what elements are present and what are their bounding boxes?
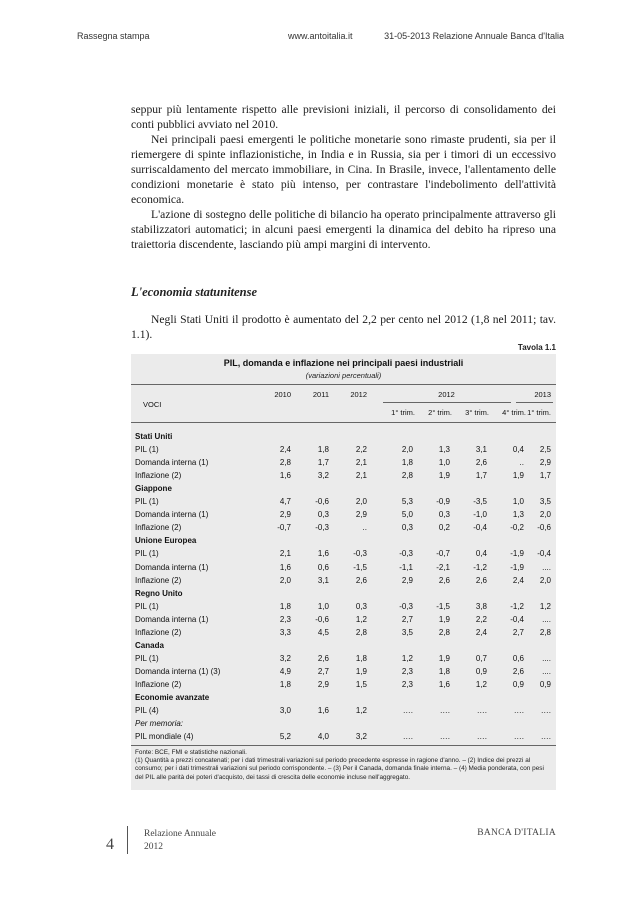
table-cell: 2,8 bbox=[355, 627, 367, 637]
table-row bbox=[131, 471, 556, 484]
table-cell: -0,3 bbox=[353, 549, 367, 559]
row-label: Inflazione (2) bbox=[135, 627, 182, 637]
table-cell: 2,4 bbox=[475, 627, 487, 637]
row-label: PIL (1) bbox=[135, 653, 159, 663]
header-voci: VOCI bbox=[143, 400, 162, 409]
table-cell: 4,7 bbox=[279, 497, 291, 507]
row-label: Inflazione (2) bbox=[135, 679, 182, 689]
table-cell: 2,0 bbox=[539, 510, 551, 520]
body-text-section bbox=[131, 312, 556, 342]
table-cell: 0,3 bbox=[317, 510, 329, 520]
row-group-label: Canada bbox=[135, 640, 164, 650]
header-rule-2013 bbox=[516, 402, 553, 403]
table-row bbox=[131, 680, 556, 693]
table-cell: .... bbox=[542, 666, 551, 676]
table-cell: 2,1 bbox=[279, 549, 291, 559]
table-cell: 1,9 bbox=[512, 471, 524, 481]
row-label: Domanda interna (1) bbox=[135, 510, 209, 520]
table-cell: 0,2 bbox=[438, 523, 450, 533]
table-cell: 2,6 bbox=[317, 653, 329, 663]
header-center: www.antoitalia.it bbox=[288, 31, 353, 41]
table-cell: 1,7 bbox=[317, 458, 329, 468]
table-cell: …. bbox=[402, 732, 413, 742]
table-cell: 5,0 bbox=[401, 510, 413, 520]
header-quarter-3: 3° trim. bbox=[465, 408, 489, 417]
table-cell: -1,9 bbox=[510, 549, 524, 559]
table-cell: 1,2 bbox=[355, 614, 367, 624]
table-row bbox=[131, 628, 556, 641]
table-row bbox=[131, 497, 556, 510]
table-cell: 0,3 bbox=[438, 510, 450, 520]
table-cell: …. bbox=[540, 706, 551, 716]
table-cell: 2,6 bbox=[475, 458, 487, 468]
paragraph-4: Negli Stati Uniti il prodotto è aumentato del 2,2 per cento nel 2012 (1,8 nel 2011; tav. 1.1). bbox=[131, 313, 556, 341]
header-rule-2012 bbox=[383, 402, 511, 403]
table-cell: 4,5 bbox=[317, 627, 329, 637]
table-cell: 2,9 bbox=[355, 510, 367, 520]
table-cell: 2,9 bbox=[401, 575, 413, 585]
table-cell: 1,8 bbox=[355, 653, 367, 663]
table-cell: 4,0 bbox=[317, 732, 329, 742]
table-cell: …. bbox=[476, 706, 487, 716]
table-cell: 1,9 bbox=[438, 653, 450, 663]
table-row bbox=[131, 654, 556, 667]
table-cell: 1,9 bbox=[438, 471, 450, 481]
table-cell: 2,3 bbox=[401, 679, 413, 689]
table-cell: 2,1 bbox=[355, 471, 367, 481]
table-cell: -0,3 bbox=[399, 549, 413, 559]
row-label: PIL mondiale (4) bbox=[135, 732, 194, 742]
table-cell: 3,2 bbox=[279, 653, 291, 663]
table-row bbox=[131, 615, 556, 628]
header-quarter-2013-1: 1° trim. bbox=[527, 408, 551, 417]
table-row bbox=[131, 641, 556, 654]
table-cell: -1,9 bbox=[510, 562, 524, 572]
table-cell: -0,4 bbox=[537, 549, 551, 559]
row-label: PIL (1) bbox=[135, 445, 159, 455]
table-cell: 2,9 bbox=[539, 458, 551, 468]
table-row bbox=[131, 667, 556, 680]
header-quarter-1: 1° trim. bbox=[391, 408, 415, 417]
table-cell: 2,6 bbox=[512, 666, 524, 676]
header-year-2011: 2011 bbox=[312, 390, 329, 399]
row-label: PIL (1) bbox=[135, 497, 159, 507]
table-cell: 2,4 bbox=[279, 445, 291, 455]
table-cell: 0,9 bbox=[475, 666, 487, 676]
table-notes bbox=[135, 749, 553, 782]
table-cell: -0,2 bbox=[510, 523, 524, 533]
table-row bbox=[131, 510, 556, 523]
table-cell: .... bbox=[542, 562, 551, 572]
table-row bbox=[131, 589, 556, 602]
table-cell: 1,0 bbox=[317, 601, 329, 611]
table-cell: 3,1 bbox=[317, 575, 329, 585]
table-cell: 2,8 bbox=[279, 458, 291, 468]
table-cell: 1,6 bbox=[438, 679, 450, 689]
header-quarter-2: 2° trim. bbox=[428, 408, 452, 417]
row-label: PIL (4) bbox=[135, 706, 159, 716]
table-cell: -0,4 bbox=[473, 523, 487, 533]
footer-left-line-2: 2012 bbox=[144, 842, 163, 852]
table-cell: 0,6 bbox=[317, 562, 329, 572]
table-cell: 2,1 bbox=[355, 458, 367, 468]
table-row bbox=[131, 445, 556, 458]
table-cell: 1,3 bbox=[512, 510, 524, 520]
table-rule-top bbox=[131, 384, 556, 385]
table-cell: 2,2 bbox=[475, 614, 487, 624]
body-text-top bbox=[131, 102, 556, 252]
table-row bbox=[131, 484, 556, 497]
table-cell: 0,4 bbox=[475, 549, 487, 559]
table-cell: -0,7 bbox=[277, 523, 291, 533]
table-cell: 2,7 bbox=[317, 666, 329, 676]
table-cell: -0,9 bbox=[436, 497, 450, 507]
table-cell: 1,8 bbox=[438, 666, 450, 676]
table-row bbox=[131, 549, 556, 562]
table-cell: 3,2 bbox=[355, 732, 367, 742]
table-cell: 1,8 bbox=[317, 445, 329, 455]
table-cell: 1,7 bbox=[539, 471, 551, 481]
table-cell: 1,0 bbox=[438, 458, 450, 468]
paragraph-1: seppur più lentamente rispetto alle previsioni iniziali, il percorso di consolidamento dei conti pubblici avviato nel 2010. bbox=[131, 103, 556, 131]
header-group-2012: 2012 bbox=[438, 390, 455, 399]
table-cell: -0,3 bbox=[315, 523, 329, 533]
table-row bbox=[131, 602, 556, 615]
row-label: Domanda interna (1) bbox=[135, 458, 209, 468]
table-cell: 1,2 bbox=[539, 601, 551, 611]
table-cell: 5,3 bbox=[401, 497, 413, 507]
table-cell: …. bbox=[439, 706, 450, 716]
table-row bbox=[131, 732, 556, 745]
table-cell: 0,4 bbox=[512, 445, 524, 455]
footer-left bbox=[144, 828, 216, 854]
table-cell: 2,8 bbox=[401, 471, 413, 481]
row-group-label: Unione Europea bbox=[135, 536, 197, 546]
table-cell: 1,6 bbox=[279, 471, 291, 481]
table-cell: 1,6 bbox=[279, 562, 291, 572]
table-cell: 1,7 bbox=[475, 471, 487, 481]
table-cell: 0,3 bbox=[401, 523, 413, 533]
header-group-2013: 2013 bbox=[534, 390, 551, 399]
table-row bbox=[131, 576, 556, 589]
row-label: Domanda interna (1) bbox=[135, 614, 209, 624]
table-cell: -0,6 bbox=[315, 497, 329, 507]
table-cell: 2,0 bbox=[539, 575, 551, 585]
table-cell: …. bbox=[439, 732, 450, 742]
table-cell: …. bbox=[540, 732, 551, 742]
table-cell: 2,6 bbox=[438, 575, 450, 585]
row-label: Domanda interna (1) (3) bbox=[135, 666, 221, 676]
table-cell: -1,2 bbox=[510, 601, 524, 611]
table-cell: 1,2 bbox=[355, 706, 367, 716]
table-cell: -0,6 bbox=[315, 614, 329, 624]
table-cell: 0,9 bbox=[512, 679, 524, 689]
table-title: PIL, domanda e inflazione nei principali paesi industriali bbox=[223, 358, 464, 368]
data-table bbox=[131, 354, 556, 790]
table-cell: 2,0 bbox=[355, 497, 367, 507]
table-rule-header bbox=[131, 422, 556, 423]
table-cell: 3,2 bbox=[317, 471, 329, 481]
table-cell: -1,0 bbox=[473, 510, 487, 520]
table-cell: 2,9 bbox=[279, 510, 291, 520]
table-subtitle: (variazioni percentuali) bbox=[305, 371, 382, 380]
table-cell: 2,6 bbox=[355, 575, 367, 585]
table-row bbox=[131, 719, 556, 732]
table-row bbox=[131, 523, 556, 536]
table-cell: -0,3 bbox=[399, 601, 413, 611]
table-cell: 1,0 bbox=[512, 497, 524, 507]
row-group-label: Stati Uniti bbox=[135, 432, 173, 441]
page-header bbox=[0, 31, 638, 43]
table-cell: 1,6 bbox=[317, 706, 329, 716]
table-cell: 0,7 bbox=[475, 653, 487, 663]
page-number: 4 bbox=[106, 836, 114, 853]
table-cell: -1,5 bbox=[436, 601, 450, 611]
row-label: Per memoria: bbox=[135, 719, 184, 729]
table-cell: -3,5 bbox=[473, 497, 487, 507]
table-cell: 0,6 bbox=[512, 653, 524, 663]
table-cell: 1,6 bbox=[317, 549, 329, 559]
table-cell: .... bbox=[542, 653, 551, 663]
table-row bbox=[131, 536, 556, 549]
table-cell: 3,0 bbox=[279, 706, 291, 716]
table-cell: 2,8 bbox=[539, 627, 551, 637]
row-group-label: Economie avanzate bbox=[135, 693, 210, 702]
row-label: PIL (1) bbox=[135, 549, 159, 559]
table-cell: .. bbox=[519, 458, 524, 468]
table-cell: 2,7 bbox=[401, 614, 413, 624]
table-cell: 1,5 bbox=[355, 679, 367, 689]
table-row bbox=[131, 458, 556, 471]
table-cell: 2,9 bbox=[317, 679, 329, 689]
table-cell: 4,9 bbox=[279, 666, 291, 676]
table-cell: -0,6 bbox=[537, 523, 551, 533]
header-left: Rassegna stampa bbox=[77, 31, 150, 41]
table-cell: -0,4 bbox=[510, 614, 524, 624]
table-cell: 2,5 bbox=[539, 445, 551, 455]
table-cell: 2,7 bbox=[512, 627, 524, 637]
table-cell: 0,3 bbox=[355, 601, 367, 611]
row-group-label: Regno Unito bbox=[135, 588, 183, 598]
table-row bbox=[131, 706, 556, 719]
table-cell: 1,8 bbox=[279, 601, 291, 611]
table-cell: …. bbox=[402, 706, 413, 716]
table-cell: -0,7 bbox=[436, 549, 450, 559]
table-row bbox=[131, 432, 556, 445]
table-cell: -2,1 bbox=[436, 562, 450, 572]
table-cell: .... bbox=[542, 614, 551, 624]
table-cell: 2,0 bbox=[401, 445, 413, 455]
row-label: Domanda interna (1) bbox=[135, 562, 209, 572]
table-cell: 3,5 bbox=[539, 497, 551, 507]
header-year-2012: 2012 bbox=[350, 390, 367, 399]
table-cell: -1,1 bbox=[399, 562, 413, 572]
footer-right: BANCA D'ITALIA bbox=[477, 828, 556, 838]
table-rule-bottom bbox=[131, 745, 556, 746]
header-year-2010: 2010 bbox=[274, 390, 291, 399]
table-cell: 2,0 bbox=[279, 575, 291, 585]
table-cell: 3,3 bbox=[279, 627, 291, 637]
table-cell: 2,8 bbox=[438, 627, 450, 637]
row-label: Inflazione (2) bbox=[135, 471, 182, 481]
section-title: L'economia statunitense bbox=[131, 285, 258, 299]
table-cell: …. bbox=[513, 732, 524, 742]
footer-left-line-1: Relazione Annuale bbox=[144, 829, 217, 839]
header-quarter-4: 4° trim. bbox=[502, 408, 526, 417]
table-footnotes: (1) Quantità a prezzi concatenati; per i dati trimestrali variazioni sul periodo precedente espresse in ragione d'anno. – (2) Indice dei prezzi al consumo; per i dati trimestrali variazioni sul periodo corrispondente. – (3) Per il Canada, domanda finale interna. – (4) Media ponderata, con pesi del PIL alle parità dei poteri d'acquisto, dei tassi di crescita delle economie incluse nell'aggregato. bbox=[135, 757, 544, 781]
table-cell: 2,6 bbox=[475, 575, 487, 585]
table-cell: …. bbox=[476, 732, 487, 742]
table-cell: 3,1 bbox=[475, 445, 487, 455]
table-cell: 1,9 bbox=[438, 614, 450, 624]
table-cell: 5,2 bbox=[279, 732, 291, 742]
row-group-label: Giappone bbox=[135, 484, 172, 494]
table-cell: 2,3 bbox=[401, 666, 413, 676]
table-cell: 2,3 bbox=[279, 614, 291, 624]
paragraph-2: Nei principali paesi emergenti le politiche monetarie sono rimaste prudenti, sia per il riemergere di spinte inflazionistiche, in India e in Russia, sia per i timori di un eccessivo surriscaldamento del mercato immobiliare, in Cina. In Brasile, invece, l'allentamento delle condizioni monetarie è stato più intenso, per contrastare l'indebolimento dell'attività economica. bbox=[131, 133, 556, 206]
table-cell: 1,8 bbox=[279, 679, 291, 689]
row-label: Inflazione (2) bbox=[135, 523, 182, 533]
table-cell: 1,2 bbox=[401, 653, 413, 663]
table-cell: 2,2 bbox=[355, 445, 367, 455]
table-cell: 3,8 bbox=[475, 601, 487, 611]
table-cell: 1,3 bbox=[438, 445, 450, 455]
table-cell: 1,9 bbox=[355, 666, 367, 676]
table-cell: 3,5 bbox=[401, 627, 413, 637]
table-cell: …. bbox=[513, 706, 524, 716]
table-source: Fonte: BCE, FMI e statistiche nazionali. bbox=[135, 749, 247, 756]
table-cell: 0,9 bbox=[539, 679, 551, 689]
table-label: Tavola 1.1 bbox=[517, 343, 556, 352]
row-label: PIL (1) bbox=[135, 601, 159, 611]
table-cell: 1,8 bbox=[401, 458, 413, 468]
table-cell: -1,2 bbox=[473, 562, 487, 572]
header-right: 31-05-2013 Relazione Annuale Banca d'Italia bbox=[384, 31, 564, 41]
table-row bbox=[131, 693, 556, 706]
row-label: Inflazione (2) bbox=[135, 575, 182, 585]
table-cell: 2,4 bbox=[512, 575, 524, 585]
paragraph-3: L'azione di sostegno delle politiche di bilancio ha operato principalmente attraverso gli stabilizzatori automatici; in alcuni paesi emergenti la dinamica del debito ha ripreso una traiettoria discendente, lasciando più ampi margini di intervento. bbox=[131, 208, 556, 251]
table-cell: 1,2 bbox=[475, 679, 487, 689]
table-row bbox=[131, 563, 556, 576]
table-cell: -1,5 bbox=[353, 562, 367, 572]
footer-divider bbox=[127, 826, 128, 854]
table-cell: .. bbox=[362, 523, 367, 533]
